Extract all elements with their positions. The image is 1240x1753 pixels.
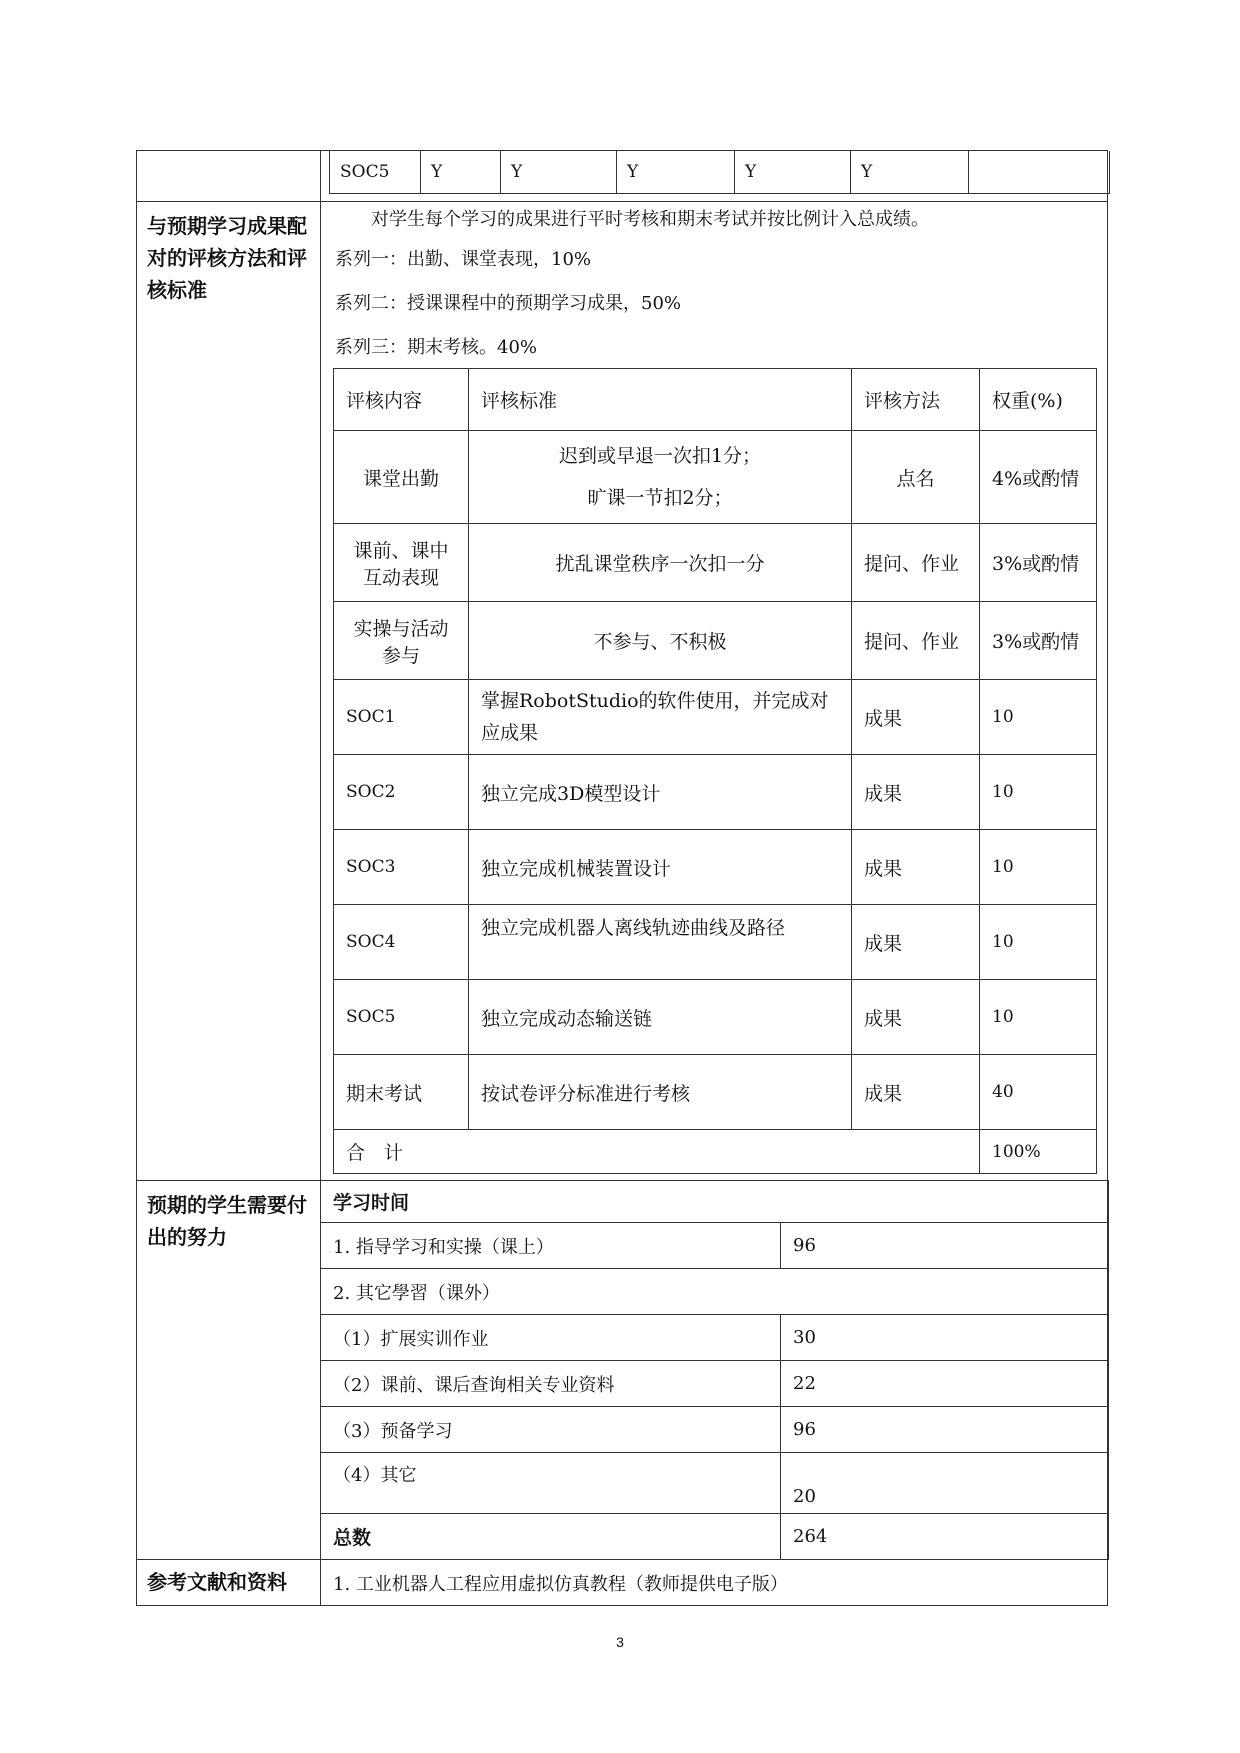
table-row xyxy=(321,1361,1109,1407)
effort-total-row xyxy=(321,1514,1109,1560)
assessment-standard xyxy=(469,431,852,524)
effort-section-label: 预期的学生需要付出的努力 xyxy=(137,1181,321,1560)
assessment-weight: 10 xyxy=(980,905,1097,980)
assessment-method: 成果 xyxy=(852,680,980,755)
assessment-header-row xyxy=(334,369,1097,431)
assessment-content: SOC3 xyxy=(334,830,469,905)
mapping-mark xyxy=(969,151,1110,194)
table-row xyxy=(321,1407,1109,1453)
assessment-weight: 4%或酌情 xyxy=(980,431,1097,524)
assessment-total-label: 合 计 xyxy=(334,1130,980,1174)
assessment-section-content xyxy=(321,202,1108,1181)
effort-value: 22 xyxy=(781,1361,1109,1407)
assessment-standard: 独立完成动态输送链 xyxy=(469,980,852,1055)
standard-line-2: 旷课一节扣2分； xyxy=(587,487,733,509)
effort-table xyxy=(320,1180,1109,1560)
effort-total-value: 264 xyxy=(781,1514,1109,1560)
assessment-intro: 对学生每个学习的成果进行平时考核和期末考试并按比例计入总成绩。 xyxy=(371,209,929,230)
assessment-method: 成果 xyxy=(852,905,980,980)
assessment-section-row xyxy=(137,202,1108,1181)
assessment-series-2: 系列二：授课课程中的预期学习成果，50% xyxy=(335,293,682,314)
assessment-weight: 40 xyxy=(980,1055,1097,1130)
soc-mapping-cell xyxy=(321,151,1108,202)
assessment-method: 成果 xyxy=(852,755,980,830)
effort-item: （4）其它 xyxy=(321,1453,781,1514)
page-number: 3 xyxy=(616,1634,624,1650)
assessment-series-3: 系列三：期末考核。40% xyxy=(335,337,538,358)
assessment-method: 成果 xyxy=(852,1055,980,1130)
header-method: 评核方法 xyxy=(852,369,980,431)
assessment-table xyxy=(333,368,1097,1174)
soc-mapping-row xyxy=(137,151,1108,202)
table-row xyxy=(334,755,1097,830)
table-row xyxy=(334,1055,1097,1130)
references-section-row xyxy=(137,1560,1108,1606)
effort-value: 96 xyxy=(781,1223,1109,1269)
assessment-content: SOC2 xyxy=(334,755,469,830)
effort-item: （2）课前、课后查询相关专业资料 xyxy=(321,1361,781,1407)
mapping-mark: Y xyxy=(851,151,969,194)
table-row xyxy=(334,431,1097,524)
effort-value: 20 xyxy=(781,1453,1109,1514)
assessment-weight: 10 xyxy=(980,830,1097,905)
assessment-standard: 扰乱课堂秩序一次扣一分 xyxy=(469,524,852,602)
assessment-weight: 10 xyxy=(980,980,1097,1055)
effort-total-label: 总数 xyxy=(321,1514,781,1560)
effort-section-content xyxy=(321,1181,1108,1560)
effort-item: 2. 其它學習（课外） xyxy=(321,1269,1109,1315)
reference-item: 1. 工业机器人工程应用虚拟仿真教程（教师提供电子版） xyxy=(321,1560,1108,1606)
assessment-method: 成果 xyxy=(852,980,980,1055)
effort-section-row xyxy=(137,1181,1108,1560)
assessment-method: 提问、作业 xyxy=(852,602,980,680)
assessment-series-1: 系列一：出勤、课堂表现，10% xyxy=(335,249,592,270)
effort-item: 1. 指导学习和实操（课上） xyxy=(321,1223,781,1269)
table-row xyxy=(334,830,1097,905)
assessment-section-label: 与预期学习成果配对的评核方法和评核标准 xyxy=(137,202,321,1181)
effort-value: 96 xyxy=(781,1407,1109,1453)
soc-cell: SOC5 xyxy=(330,151,421,194)
mapping-mark: Y xyxy=(735,151,851,194)
assessment-content: SOC4 xyxy=(334,905,469,980)
assessment-content: 期末考试 xyxy=(334,1055,469,1130)
references-section-label: 参考文献和资料 xyxy=(137,1560,321,1606)
assessment-content: SOC1 xyxy=(334,680,469,755)
table-row xyxy=(334,524,1097,602)
assessment-weight: 3%或酌情 xyxy=(980,602,1097,680)
mapping-mark: Y xyxy=(617,151,735,194)
table-row xyxy=(321,1223,1109,1269)
header-standard: 评核标准 xyxy=(469,369,852,431)
assessment-total-value: 100% xyxy=(980,1130,1097,1174)
empty-label-cell xyxy=(137,151,321,202)
assessment-standard: 独立完成3D模型设计 xyxy=(469,755,852,830)
table-row xyxy=(334,905,1097,980)
table-row xyxy=(321,1269,1109,1315)
assessment-total-row xyxy=(334,1130,1097,1174)
table-row xyxy=(321,1315,1109,1361)
assessment-standard: 按试卷评分标准进行考核 xyxy=(469,1055,852,1130)
course-outline-table xyxy=(136,150,1108,1606)
table-row xyxy=(334,680,1097,755)
assessment-content: SOC5 xyxy=(334,980,469,1055)
assessment-content: 实操与活动参与 xyxy=(334,602,469,680)
header-weight: 权重(%) xyxy=(980,369,1097,431)
assessment-method: 成果 xyxy=(852,830,980,905)
assessment-weight: 3%或酌情 xyxy=(980,524,1097,602)
assessment-content: 课前、课中互动表现 xyxy=(334,524,469,602)
header-content: 评核内容 xyxy=(334,369,469,431)
assessment-standard: 掌握RobotStudio的软件使用，并完成对应成果 xyxy=(469,680,852,755)
table-row xyxy=(334,602,1097,680)
assessment-method: 点名 xyxy=(852,431,980,524)
table-row xyxy=(334,980,1097,1055)
assessment-weight: 10 xyxy=(980,680,1097,755)
assessment-weight: 10 xyxy=(980,755,1097,830)
soc-mapping-table xyxy=(329,151,1110,194)
effort-item: （1）扩展实训作业 xyxy=(321,1315,781,1361)
assessment-standard: 不参与、不积极 xyxy=(469,602,852,680)
assessment-standard: 独立完成机械装置设计 xyxy=(469,830,852,905)
standard-line-1: 迟到或早退一次扣1分； xyxy=(558,445,762,467)
mapping-mark: Y xyxy=(501,151,617,194)
mapping-mark: Y xyxy=(421,151,501,194)
assessment-standard: 独立完成机器人离线轨迹曲线及路径 xyxy=(469,905,852,980)
assessment-method: 提问、作业 xyxy=(852,524,980,602)
effort-value: 30 xyxy=(781,1315,1109,1361)
table-row xyxy=(321,1453,1109,1514)
effort-heading: 学习时间 xyxy=(321,1181,1109,1223)
effort-item: （3）预备学习 xyxy=(321,1407,781,1453)
assessment-content: 课堂出勤 xyxy=(334,431,469,524)
